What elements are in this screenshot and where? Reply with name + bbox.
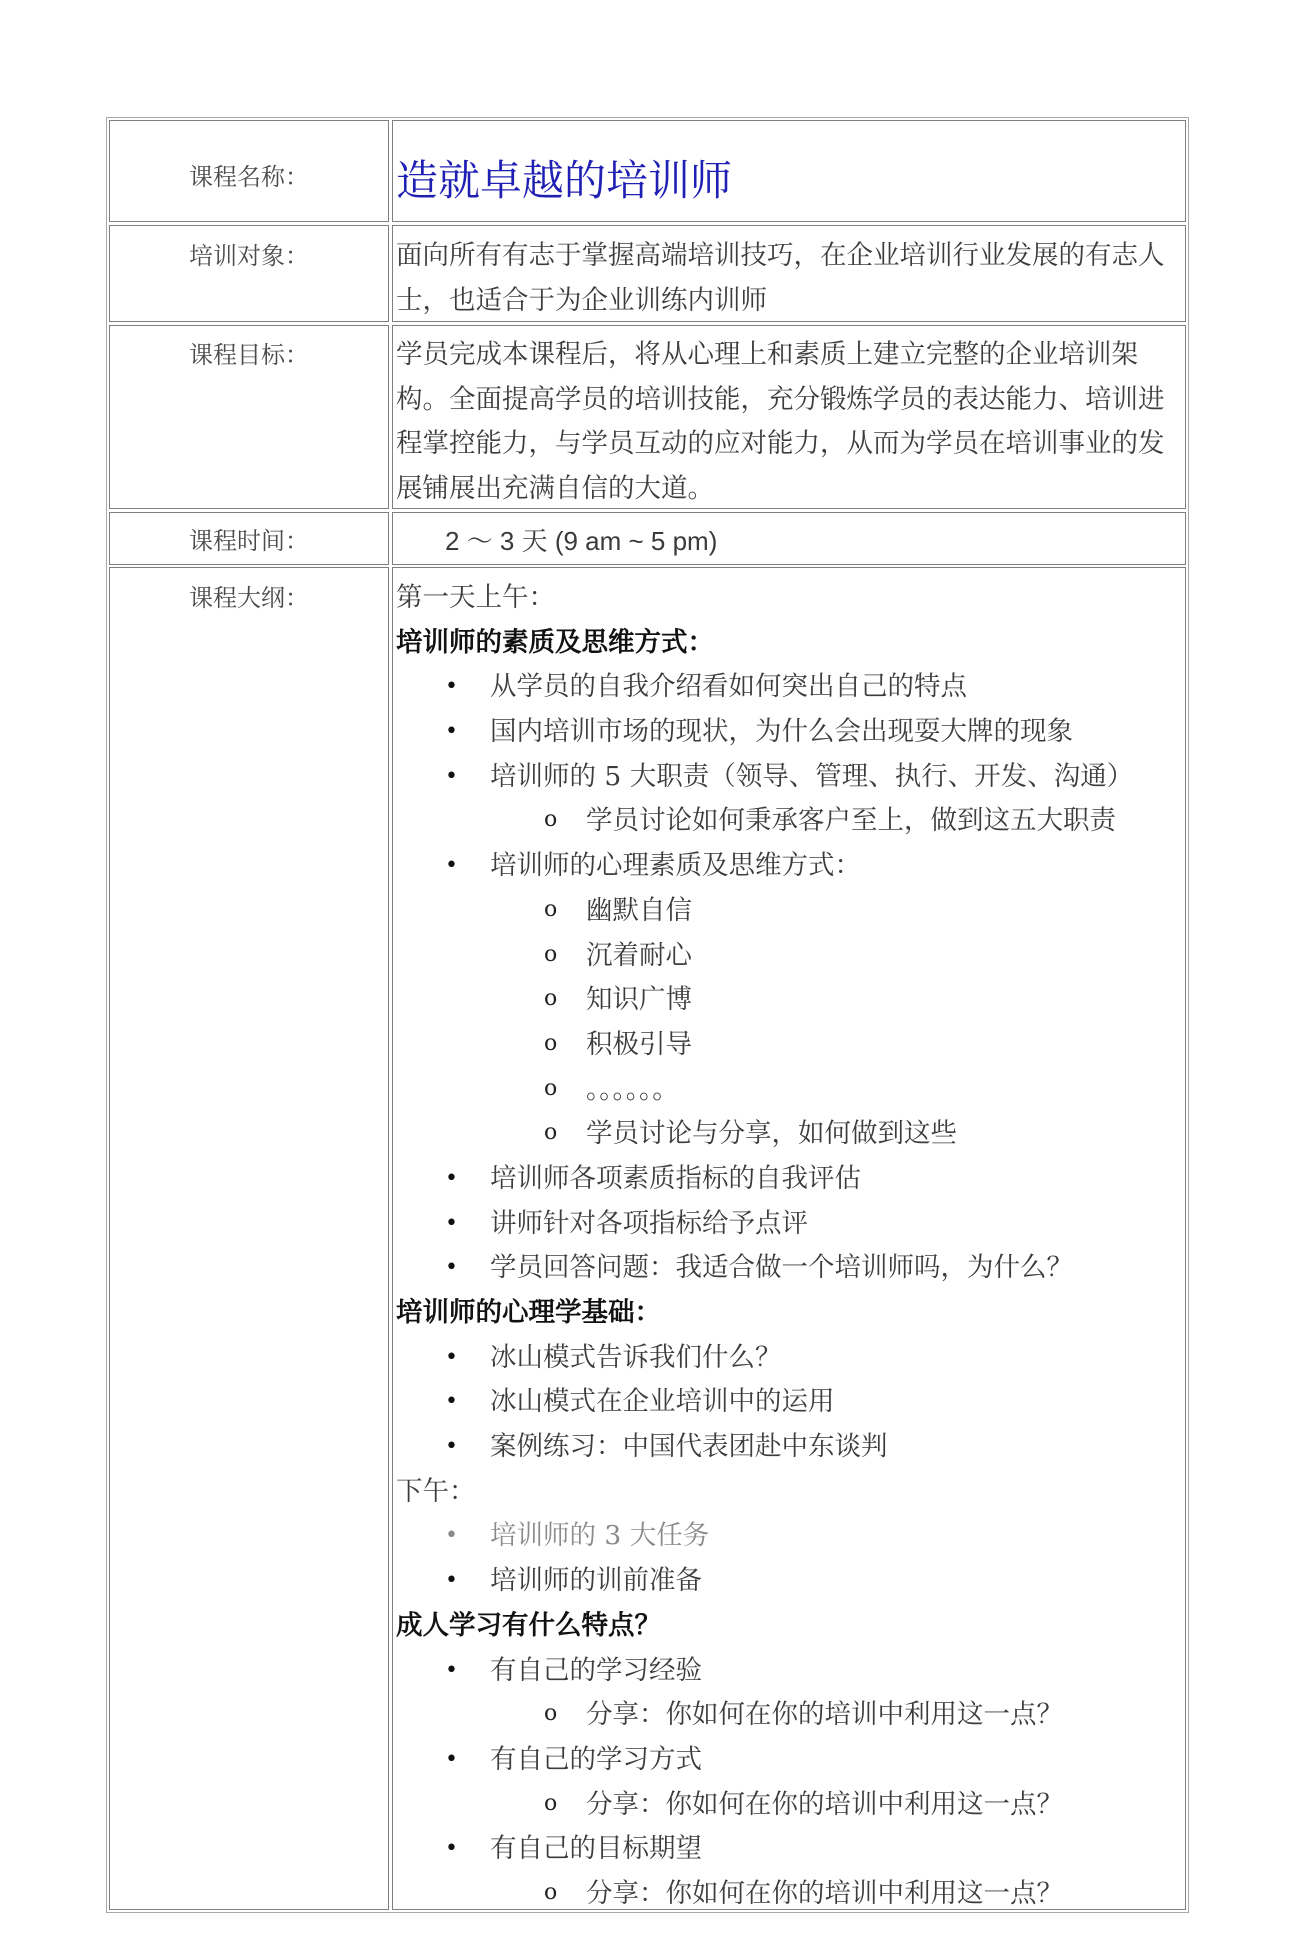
outline-bullet-item: • 冰山模式在企业培训中的运用 [396,1380,1185,1425]
audience-line: 士，也适合于为企业训练内训师 [396,284,767,316]
duration-label: 课程时间： [109,512,389,565]
audience-cell [392,225,1186,322]
audience-label: 培训对象： [109,225,389,322]
outline-bullet-item: • 学员回答问题：我适合做一个培训师吗，为什么？ [396,1246,1185,1291]
outline-bullet-item: • 案例练习：中国代表团赴中东谈判 [396,1425,1185,1470]
duration-cell [392,512,1186,565]
outline-bullet-item: • 培训师的 3 大任务 [396,1514,1185,1559]
objective-label: 课程目标： [109,325,389,509]
outline-bullet-item: • 冰山模式告诉我们什么？ [396,1336,1185,1381]
objective-line: 构。全面提高学员的培训技能，充分锻炼学员的表达能力、培训进 [396,383,1165,415]
outline-bullet-item: • 培训师的 5 大职责（领导、管理、执行、开发、沟通） [396,755,1185,800]
outline-sub-item: o 分享：你如何在你的培训中利用这一点？ [396,1693,1185,1738]
outline-session: 下午： [396,1475,476,1507]
course-title: 造就卓越的培训师 [396,156,733,205]
outline-bullet-item: • 讲师针对各项指标给予点评 [396,1202,1185,1247]
outline-bullet-item: • 有自己的学习经验 [396,1649,1185,1694]
audience-line: 面向所有有志于掌握高端培训技巧，在企业培训行业发展的有志人 [396,240,1165,271]
objective-line: 展铺展出充满自信的大道。 [396,473,714,505]
course-table [106,117,1189,1913]
outline-sub-item: o 学员讨论如何秉承客户至上，做到这五大职责 [396,799,1185,844]
outline-sub-item: o 分享：你如何在你的培训中利用这一点？ [396,1872,1185,1910]
outline-sub-item: o 知识广博 [396,978,1185,1023]
course-name-cell [392,120,1186,222]
objective-line: 程掌控能力，与学员互动的应对能力，从而为学员在培训事业的发 [396,428,1165,460]
outline-sub-item: o 学员讨论与分享，如何做到这些 [396,1112,1185,1157]
outline-sub-item: o 沉着耐心 [396,934,1185,979]
outline-bullet-item: • 有自己的学习方式 [396,1738,1185,1783]
outline-label: 课程大纲： [109,567,389,1910]
outline-sub-item: o 。。。。。。 [396,1068,1185,1113]
outline-section-heading: 培训师的素质及思维方式： [396,626,714,658]
outline-cell [392,567,1186,1910]
outline-sub-item: o 幽默自信 [396,889,1185,934]
duration-value: 2 ～ 3 天 (9 am ~ 5 pm) [445,526,718,556]
outline-session: 第一天上午： [396,582,555,613]
objective-cell [392,325,1186,509]
course-name-label: 课程名称： [109,120,389,222]
objective-line: 学员完成本课程后，将从心理上和素质上建立完整的企业培训架 [396,339,1138,370]
outline-sub-item: o 积极引导 [396,1023,1185,1068]
outline-bullet-item: • 国内培训市场的现状，为什么会出现耍大牌的现象 [396,710,1185,755]
outline-bullet-item: • 从学员的自我介绍看如何突出自己的特点 [396,665,1185,710]
outline-section-heading: 培训师的心理学基础： [396,1297,661,1328]
outline-bullet-item: • 培训师的训前准备 [396,1559,1185,1604]
outline-bullet-item: • 有自己的目标期望 [396,1827,1185,1872]
outline-sub-item: o 分享：你如何在你的培训中利用这一点？ [396,1783,1185,1828]
outline-section-heading: 成人学习有什么特点？ [396,1609,661,1641]
outline-bullet-item: • 培训师各项素质指标的自我评估 [396,1157,1185,1202]
outline-bullet-item: • 培训师的心理素质及思维方式： [396,844,1185,889]
